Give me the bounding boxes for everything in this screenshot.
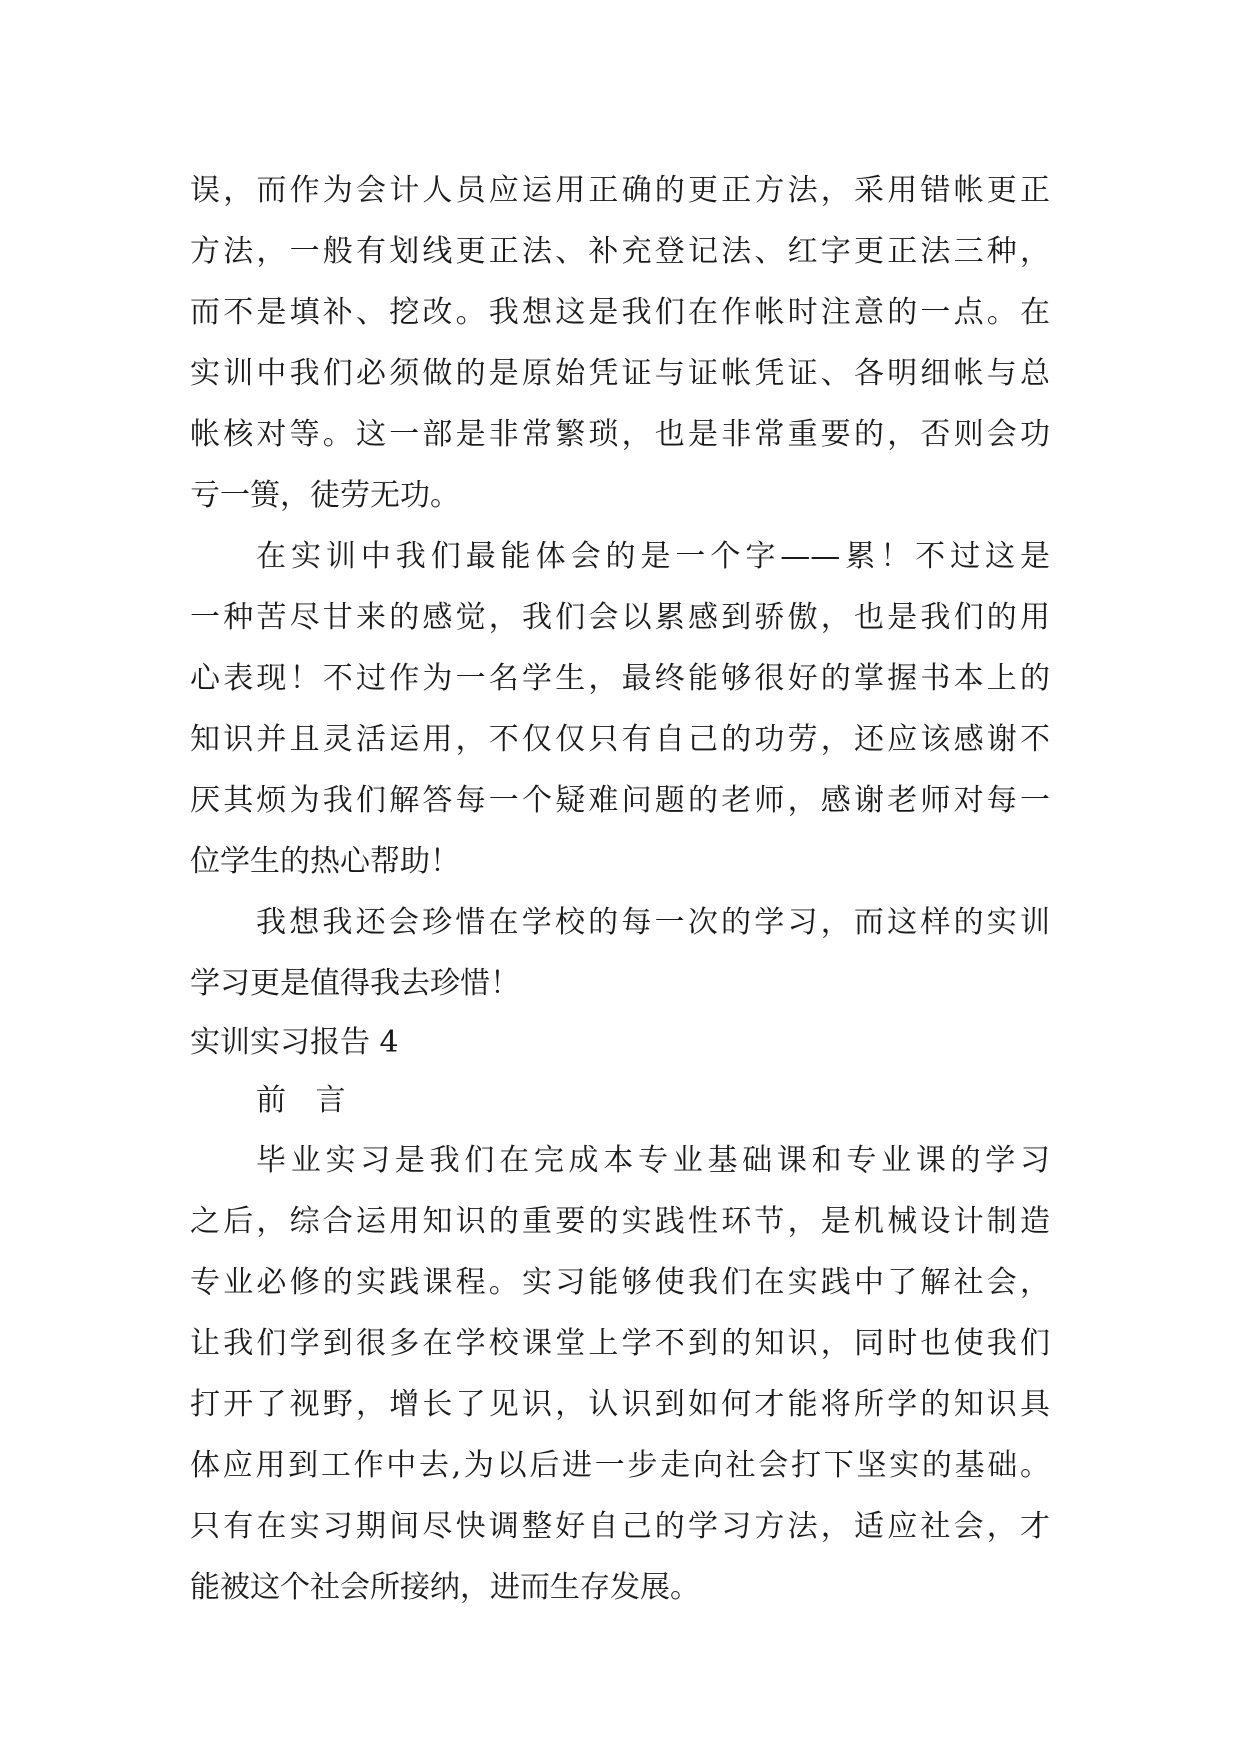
paragraph-training-experience	[190, 526, 1050, 892]
text-line: 误，而作为会计人员应运用正确的更正方法，采用错帐更正	[190, 173, 1050, 208]
text-line: 而不是填补、挖改。我想这是我们在作帐时注意的一点。在	[190, 295, 1050, 330]
document-body	[190, 160, 1050, 1618]
text-line: 位学生的热心帮助！	[190, 844, 460, 879]
text-line: 只有在实习期间尽快调整好自己的学习方法，适应社会，才	[190, 1509, 1050, 1544]
preface-title: 前 言	[256, 1083, 356, 1118]
text-line: 亏一篑，徒劳无功。	[190, 478, 460, 513]
text-line: 在实训中我们最能体会的是一个字——累！不过这是	[256, 539, 1050, 574]
paragraph-preface	[190, 1130, 1050, 1618]
paragraph-cherish-learning	[190, 892, 1050, 1014]
paragraph-accounting-correction	[190, 160, 1050, 526]
text-line: 方法，一般有划线更正法、补充登记法、红字更正法三种，	[190, 234, 1050, 269]
text-line: 心表现！不过作为一名学生，最终能够很好的掌握书本上的	[190, 661, 1050, 696]
section-title: 实训实习报告 4	[190, 1025, 399, 1060]
text-line: 厌其烦为我们解答每一个疑难问题的老师，感谢老师对每一	[190, 783, 1050, 818]
text-line: 帐核对等。这一部是非常繁琐，也是非常重要的，否则会功	[190, 417, 1050, 452]
text-line: 一种苦尽甘来的感觉，我们会以累感到骄傲，也是我们的用	[190, 600, 1050, 635]
text-line: 之后，综合运用知识的重要的实践性环节，是机械设计制造	[190, 1204, 1050, 1239]
text-line: 学习更是值得我去珍惜！	[190, 966, 520, 1001]
text-line: 能被这个社会所接纳，进而生存发展。	[190, 1570, 700, 1605]
text-line: 知识并且灵活运用，不仅仅只有自己的功劳，还应该感谢不	[190, 722, 1050, 757]
text-line: 体应用到工作中去,为以后进一步走向社会打下坚实的基础。	[190, 1448, 1050, 1483]
text-line: 我想我还会珍惜在学校的每一次的学习，而这样的实训	[256, 905, 1050, 940]
text-line: 打开了视野，增长了见识，认识到如何才能将所学的知识具	[190, 1387, 1050, 1422]
text-line: 毕业实习是我们在完成本专业基础课和专业课的学习	[256, 1143, 1050, 1178]
text-line: 实训中我们必须做的是原始凭证与证帐凭证、各明细帐与总	[190, 356, 1050, 391]
text-line: 让我们学到很多在学校课堂上学不到的知识，同时也使我们	[190, 1326, 1050, 1361]
text-line: 专业必修的实践课程。实习能够使我们在实践中了解社会，	[190, 1265, 1050, 1300]
